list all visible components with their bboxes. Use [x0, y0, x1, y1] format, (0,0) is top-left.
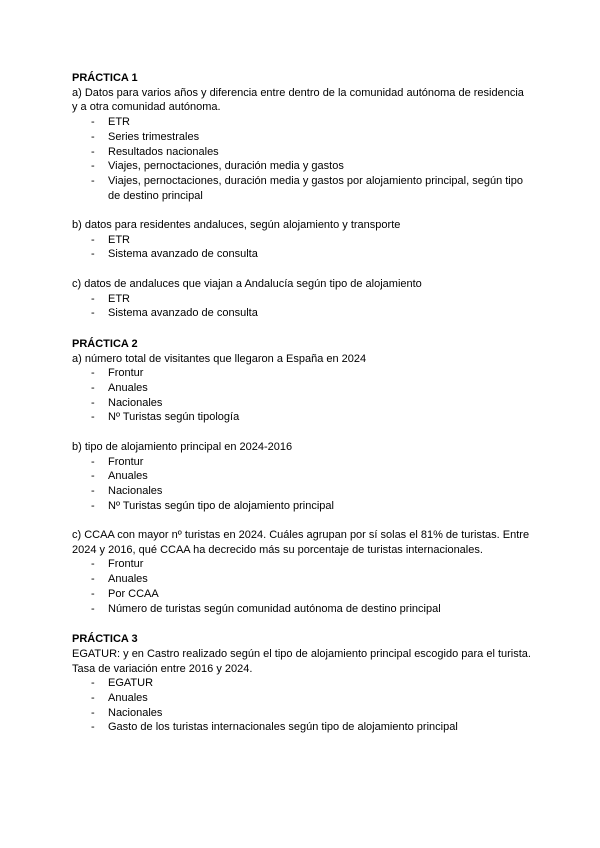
list-item: - Nacionales: [72, 706, 532, 721]
list-item: - Anuales: [72, 469, 532, 484]
list-item: - ETR: [72, 115, 532, 130]
section-practica-2: [72, 337, 532, 616]
list-item: - Gasto de los turistas internacionales según tipo de alojamiento principal: [72, 720, 532, 735]
question-text: c) CCAA con mayor nº turistas en 2024. Cuáles agrupan por sí solas el 81% de turistas. Entre 2024 y 2016, qué CCAA ha decrecido más su porcentaje de turistas internacionales.: [72, 529, 530, 556]
list-item: - Número de turistas según comunidad autónoma de destino principal: [72, 602, 532, 617]
list-item: - Nº Turistas según tipología: [72, 410, 532, 425]
answer-list: [72, 676, 532, 735]
list-item: - ETR: [72, 233, 532, 248]
list-item: - Nacionales: [72, 396, 532, 411]
list-item: - Viajes, pernoctaciones, duración media y gastos: [72, 159, 532, 174]
question-text: b) datos para residentes andaluces, según alojamiento y transporte: [72, 219, 401, 232]
section-title: PRÁCTICA 1: [72, 72, 138, 84]
list-item: - Anuales: [72, 691, 532, 706]
answer-list: [72, 292, 532, 321]
section-title: PRÁCTICA 2: [72, 337, 138, 350]
question-text: a) número total de visitantes que llegaron a España en 2024: [72, 352, 367, 365]
list-item: - Anuales: [72, 381, 532, 396]
section-title: PRÁCTICA 3: [72, 633, 138, 646]
answer-list: [72, 115, 532, 203]
list-item: - Sistema avanzado de consulta: [72, 247, 532, 262]
list-item: - Resultados nacionales: [72, 145, 532, 160]
answer-list: [72, 557, 532, 616]
section-practica-3: [72, 632, 532, 735]
list-item: - Nacionales: [72, 484, 532, 499]
question-text: EGATUR: y en Castro realizado según el tipo de alojamiento principal escogido para el turista. Tasa de variación entre 2016 y 2024.: [72, 647, 531, 675]
answer-list: [72, 455, 532, 514]
list-item: - Sistema avanzado de consulta: [72, 306, 532, 321]
document-page: [72, 71, 532, 735]
list-item: - Nº Turistas según tipo de alojamiento principal: [72, 499, 532, 514]
list-item: - Frontur: [72, 557, 532, 572]
question-text: a) Datos para varios años y diferencia entre dentro de la comunidad autónoma de residencia y a otra comunidad autónoma.: [72, 86, 524, 114]
question-text: b) tipo de alojamiento principal en 2024-2016: [72, 440, 293, 453]
list-item: - Anuales: [72, 572, 532, 587]
answer-list: [72, 233, 532, 262]
list-item: - EGATUR: [72, 676, 532, 691]
list-item: - Series trimestrales: [72, 130, 532, 145]
list-item: - Viajes, pernoctaciones, duración media y gastos por alojamiento principal, según tipo de destino principal: [72, 174, 532, 203]
list-item: - Por CCAA: [72, 587, 532, 602]
question-text: c) datos de andaluces que viajan a Andalucía según tipo de alojamiento: [72, 277, 422, 290]
list-item: - Frontur: [72, 455, 532, 470]
list-item: - Frontur: [72, 366, 532, 381]
answer-list: [72, 366, 532, 425]
list-item: - ETR: [72, 292, 532, 307]
section-practica-1: [72, 71, 532, 321]
